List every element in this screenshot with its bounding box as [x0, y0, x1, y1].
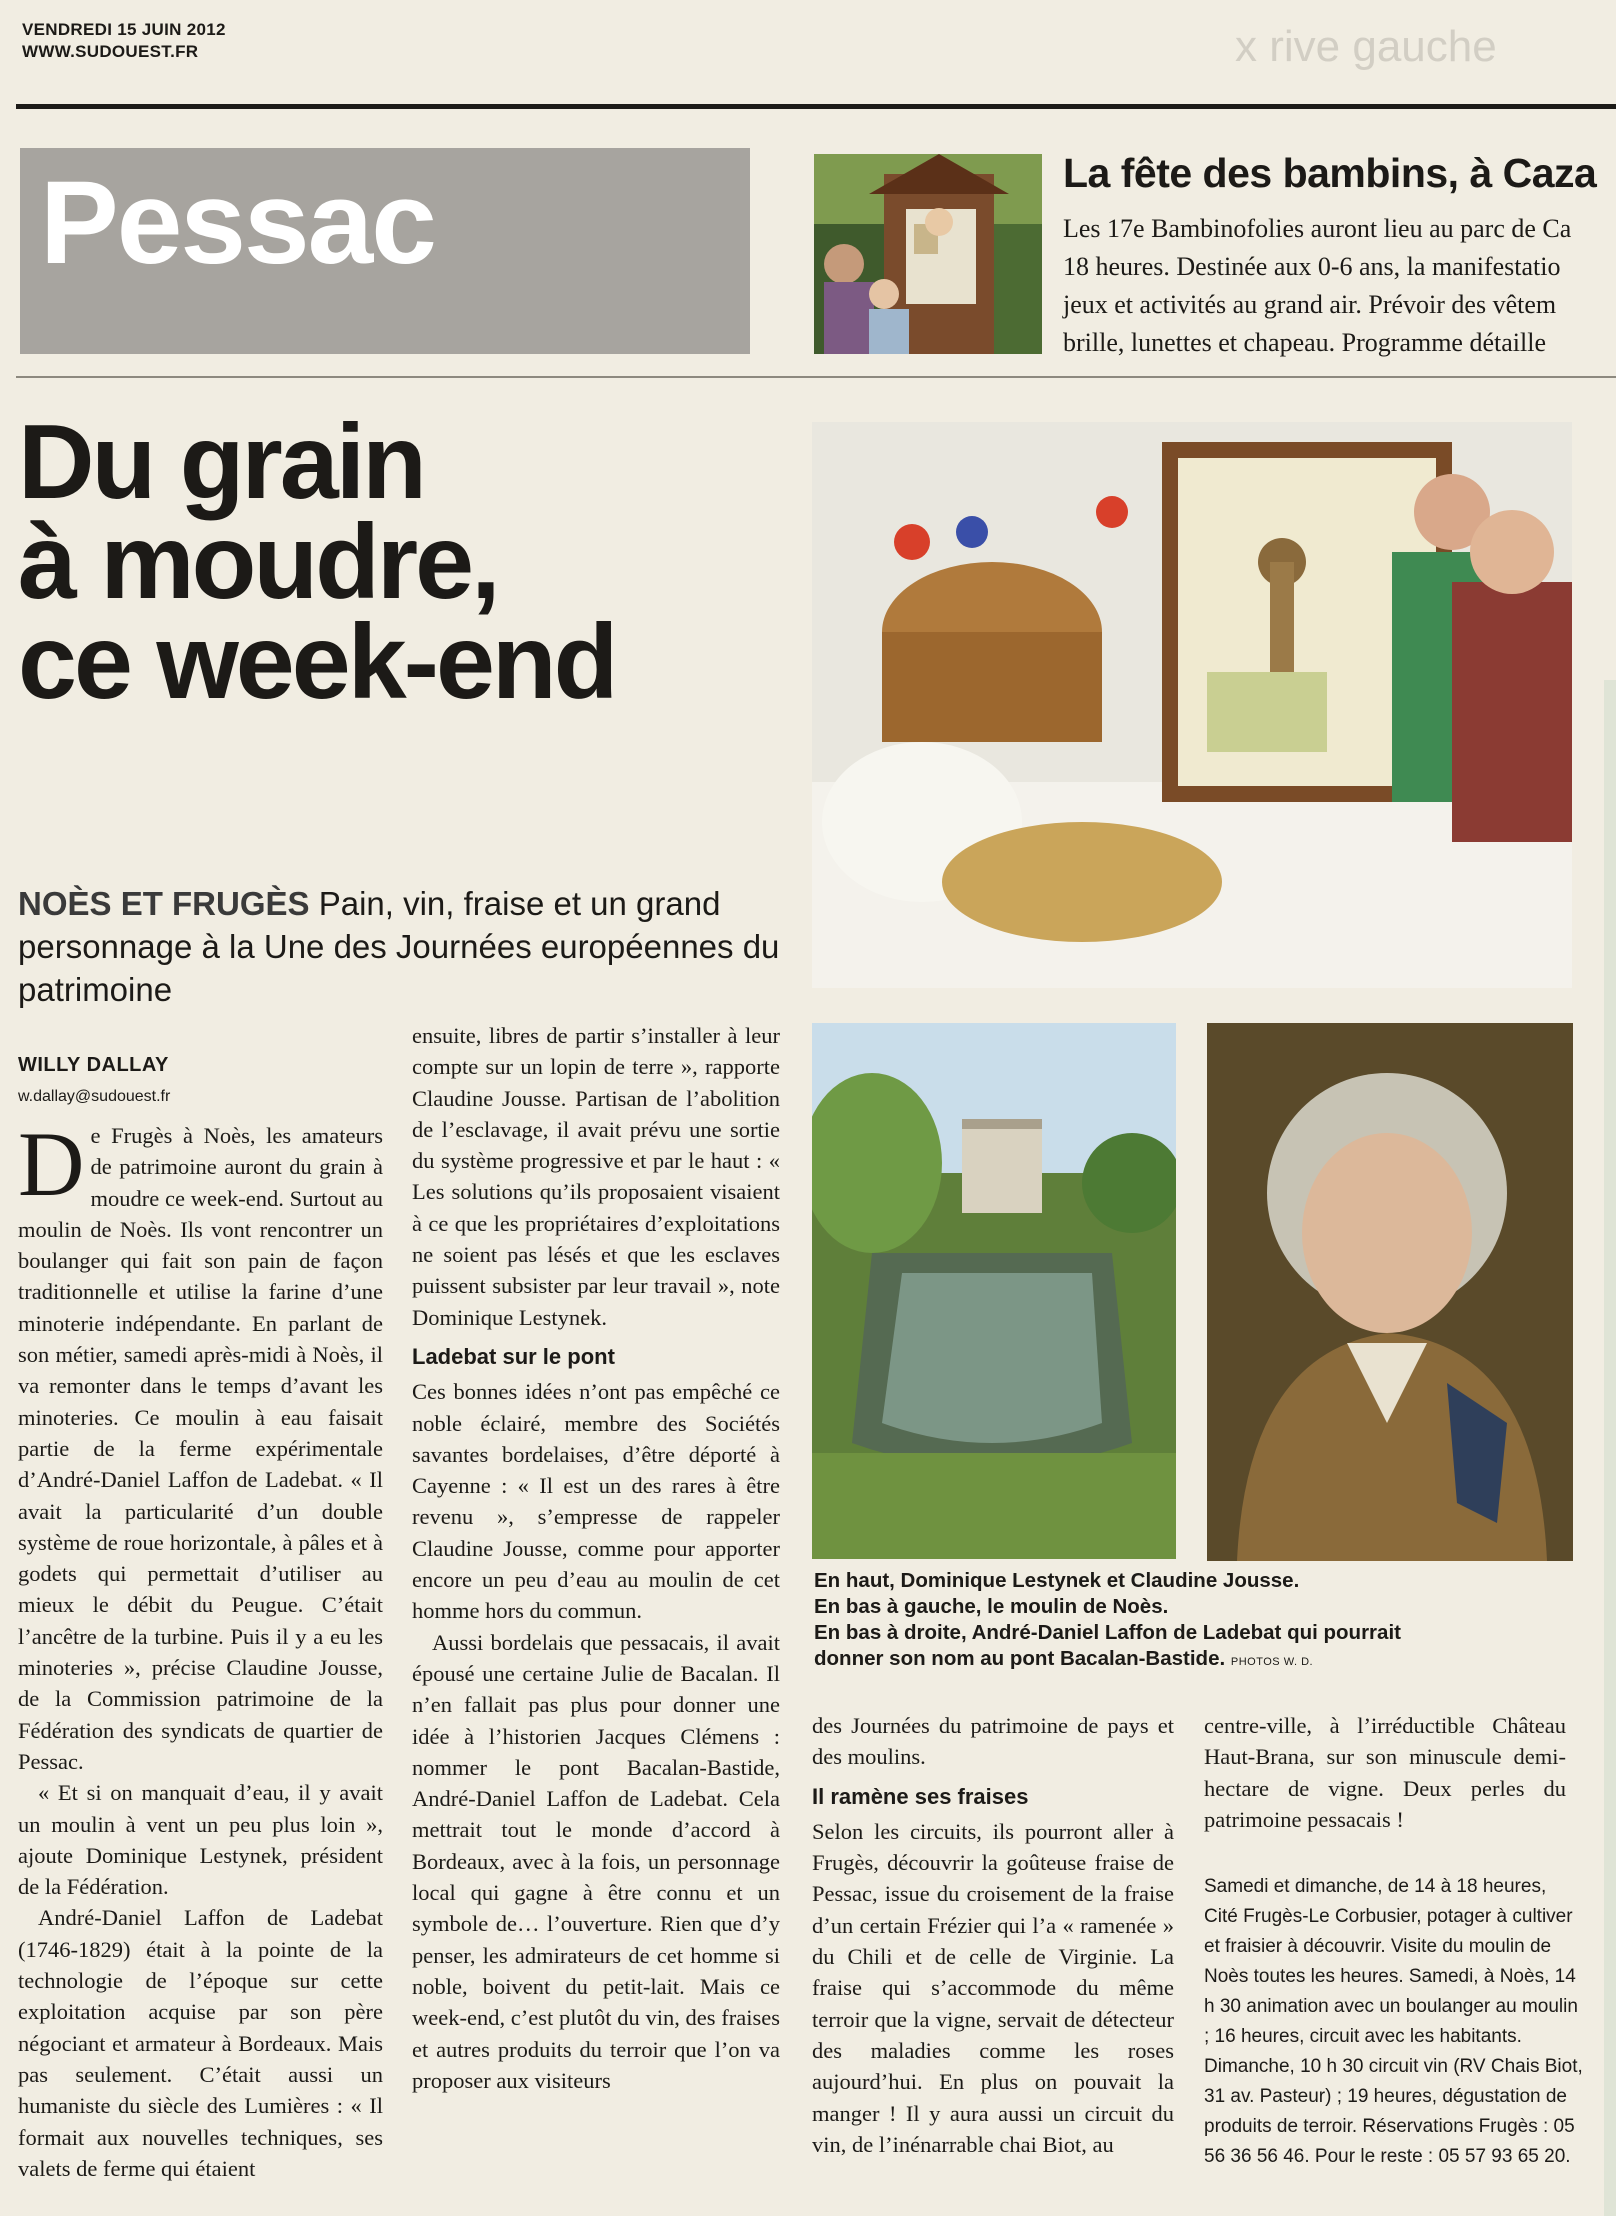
- drop-cap: D: [18, 1120, 85, 1215]
- paragraph: « Et si on manquait d’eau, il y avait un moulin à vent un peu plus loin », ajoute Dominique Lestynek, président de la Fédération.: [18, 1780, 383, 1900]
- paragraph: Ces bonnes idées n’ont pas empêché ce noble éclairé, membre des Sociétés savantes bordelaises, d’être déporté à Cayenne : « Il est un des rares à être revenu », s’empresse de rappeler Claudine Jousse, comme pour apporter encore un peu d’eau au moulin de cet homme hors du commun.: [412, 1379, 780, 1624]
- caption-line: En bas à droite, André-Daniel Laffon de Ladebat qui pourrait: [814, 1621, 1401, 1644]
- section-divider: [16, 376, 1616, 378]
- deck-text: Pain, vin, fraise et un grand personnage à la Une des Journées européennes du patrimoine: [18, 885, 780, 1008]
- paragraph: ensuite, libres de partir s’installer à leur compte sur un lopin de terre », rapporte Claudine Jousse. Partisan de l’abolition de l’esclavage, il avait prévu une sortie du système progressive et par le haut : « Les solutions qu’ils proposaient visaient à ce que les propriétaires d’exploitations ne soient pas lésés et que les esclaves puissent subsister par leur travail », note Dominique Lestynek.: [412, 1023, 780, 1330]
- article-headline: [18, 403, 788, 721]
- photo-credit: PHOTOS W. D.: [1230, 1656, 1314, 1668]
- paragraph: De Frugès à Noès, les amateurs de patrimoine auront du grain à moudre ce week-end. Surtout au moulin de Noès. Ils vont rencontrer un boulanger qui fait son pain de façon traditionnelle et utilise la farine d’une minoterie indépendante. En parlant de son métier, samedi après-midi à Noès, il va remonter dans le temps d’avant les minoteries. Ce moulin à eau faisait partie de la ferme expérimentale d’André-Daniel Laffon de Ladebat. « Il avait la particularité d’un double système de roue horizontale, à pâles et à godets qui permettait d’utiliser au mieux le débit du Peugue. C’était l’ancêtre de la turbine. Puis il y a eu les minoteries », précise Claudine Jousse, de la Commission patrimoine de la Fédération des syndicats de quartier de Pessac.: [18, 1120, 383, 1774]
- paragraph: Aussi bordelais que pessacais, il avait épousé une certaine Julie de Bacalan. Il n’en fallait pas plus pour donner une idée à l’historien Jacques Clémens : nommer le pont Bacalan-Bastide, André-Daniel Laffon de Ladebat. Cela mettrait tout le monde d’accord à Bordeaux, avec à la fois, un personnage local qui gagne à être connu et un symbole de… l’ouverture. Rien que d’y penser, les admirateurs de cet homme si noble, boivent du petit-lait. Mais ce week-end, c’est plutôt du vin, des fraises et autres produits du terroir que l’on va proposer aux visiteurs: [412, 1629, 780, 2093]
- practical-info: Samedi et dimanche, de 14 à 18 heures, Cité Frugès-Le Corbusier, potager à cultiver et fraisier à découvrir. Visite du moulin de Noès toutes les heures. Samedi, à Noès, 14 h 30 animation avec un boulanger au moulin ; 16 heures, circuit avec les habitants. Dimanche, 10 h 30 circuit vin (RV Chais Biot, 31 av. Pasteur) ; 19 heures, dégustation de produits de terroir. Réservations Frugès : 05 56 36 56 46. Pour le reste : 05 57 93 65 20.: [1204, 1876, 1583, 2167]
- photo-caption: [814, 1568, 1574, 1675]
- article-column-2: [412, 1020, 780, 2210]
- kicker: NOÈS ET FRUGÈS: [18, 885, 310, 922]
- subheading: Il ramène ses fraises: [812, 1783, 1029, 1809]
- paragraph: André-Daniel Laffon de Ladebat (1746-1829) était à la pointe de la technologie de l’époque sur cette exploitation acquise par son père négociant et armateur à Bordeaux. Mais pas seulement. C’était aussi un humaniste du siècle des Lumières : « Il formait aux nouvelles techniques, ses valets de ferme qui étaient: [18, 1905, 383, 2181]
- teaser-text-line: brille, lunettes et chapeau. Programme détaille: [1063, 328, 1546, 357]
- article-column-1: [18, 1120, 383, 2210]
- headline-line: ce week-end: [18, 603, 616, 721]
- paragraph: des Journées du patrimoine de pays et des moulins.: [812, 1713, 1174, 1770]
- caption-line: En bas à gauche, le moulin de Noès.: [814, 1595, 1169, 1618]
- section-banner: [20, 148, 750, 354]
- article-deck: [18, 882, 798, 1011]
- headline-line: à moudre,: [18, 503, 498, 621]
- caption-line: donner son nom au pont Bacalan-Bastide. PHOTOS W. D.: [814, 1647, 1314, 1670]
- section-title: Pessac: [40, 157, 435, 289]
- page-edge: [1604, 680, 1616, 2216]
- main-photo: [812, 422, 1572, 988]
- paragraph: centre-ville, à l’irréductible Château Haut-Brana, sur son minuscule demi-hectare de vigne. Deux perles du patrimoine pessacais !: [1204, 1713, 1566, 1832]
- site-url: WWW.SUDOUEST.FR: [22, 42, 199, 61]
- headline-line: Du grain: [18, 403, 424, 521]
- top-rule: [16, 104, 1616, 109]
- teaser-photo: [814, 154, 1042, 354]
- teaser-text-line: jeux et activités au grand air. Prévoir des vêtem: [1063, 290, 1557, 319]
- mill-photo: [812, 1023, 1176, 1559]
- bleed-through-title: x rive gauche: [1235, 22, 1497, 71]
- caption-line: En haut, Dominique Lestynek et Claudine Jousse.: [814, 1569, 1300, 1592]
- paragraph: Selon les circuits, ils pourront aller à Frugès, découvrir la goûteuse fraise de Pessac, issue du croisement de la fraise d’un certain Frézier qui l’a « ramenée » du Chili et de celle de Virginie. La fraise qui s’accommode du même terroir que la vigne, servait de détecteur des maladies comme les roses aujourd’hui. En plus on pouvait la manger ! Il y aura aussi un circuit du vin, de l’inénarrable chai Biot, au: [812, 1818, 1174, 2157]
- subheading: Ladebat sur le pont: [412, 1343, 615, 1369]
- teaser-title: La fête des bambins, à Caza: [1063, 150, 1597, 196]
- portrait-painting: [1207, 1023, 1573, 1561]
- issue-date: VENDREDI 15 JUIN 2012: [22, 20, 226, 39]
- author-email: w.dallay@sudouest.fr: [18, 1088, 171, 1105]
- article-column-3: [812, 1710, 1174, 2210]
- byline: WILLY DALLAY: [18, 1054, 169, 1076]
- teaser-text-line: Les 17e Bambinofolies auront lieu au parc de Ca: [1063, 214, 1572, 243]
- teaser-text-line: 18 heures. Destinée aux 0-6 ans, la manifestatio: [1063, 252, 1561, 281]
